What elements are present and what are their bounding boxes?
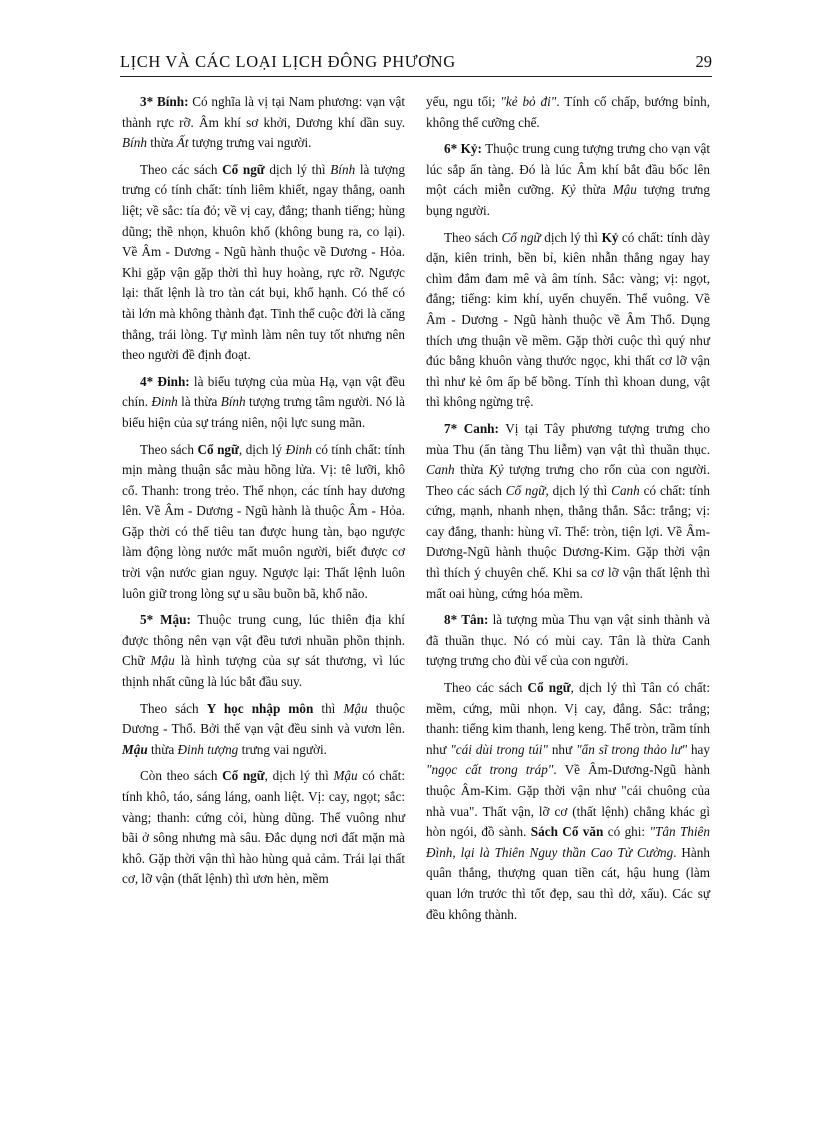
entry-heading-binh: 3* Bính: (140, 94, 189, 109)
page-header (120, 50, 712, 77)
paragraph-dinh-detail: Theo sách Cổ ngữ, dịch lý Đinh có tính chất: tính mịn màng thuận sắc màu hồng lửa. Vị: tê lưỡi, khô cổ. Thanh: trong trẻo. Thể nhọn, các tính hay dương lên. Về Âm - Dương - Ngũ hành là thuộc Âm - Hỏa. Gặp thời có thể tiêu tan được hung tàn, bạo ngược làm động lòng nước mất muôn người, biết được cơ trời vận nước gian nguy. Ngược lại: Thất lệnh luôn luôn giữ trong lòng sự u sầu buồn bã, khổ não. (122, 441, 405, 601)
paragraph-ky-detail: Theo sách Cổ ngữ dịch lý thì Kỷ có chất: tính dày dặn, kiên trinh, bền bỉ, kiên nhẫn thẳng ngay hay chìm đắm đam mê và âm tính. Sắc: vàng; vị: ngọt, đắng; tiếng: kim khí, uyển chuyển. Thể vuông. Về Âm - Dương - Ngũ hành thuộc về Âm Thổ. Dụng thích ưng thuận về mềm. Gặp thời cuộc thì quý như đúc bằng khuôn vàng thước ngọc, khi thất cơ lỡ vận thì như kẻ ôm ấp bế bồng. Tính thì khoan dung, vật thì không ngừng trệ. (426, 229, 710, 410)
entry-heading-mau: 5* Mậu: (140, 612, 191, 628)
paragraph-binh-detail: Theo các sách Cổ ngữ dịch lý thì Bính là tượng trưng có tính chất: tính liêm khiết, ngay thẳng, oanh liệt; về sắc: tía đỏ; về vị cay, đắng; thanh tiếng; hùng dũng; thề nhọn, khuôn khổ (không bung ra, co lại). Về Âm - Dương - Ngũ hành thuộc về Dương - Hỏa. Khi gặp vận gặp thời thì huy hoàng, rực rỡ. Ngược lại: thất lệnh là tro tàn cát bụi, khổ hạnh. Có thể có tài lớn mà không thành đạt. Tinh thế cuộc đời là căng thẳng, trái lòng. Tự mình làm nên tuy tốt nhưng nên theo người đề định đoạt. (122, 161, 405, 363)
paragraph-mau-yhoc: Theo sách Y học nhập môn thì Mậu thuộc Dương - Thổ. Bởi thế vạn vật đều sinh và vươn lên. Mậu thừa Đinh tượng trưng vai người. (122, 700, 406, 757)
running-title: LỊCH VÀ CÁC LOẠI LỊCH ĐÔNG PHƯƠNG (120, 52, 456, 71)
right-column (426, 92, 710, 931)
paragraph-ky: 6* Kỷ: Thuộc trung cung tượng trưng cho vạn vật lúc sắp ẩn tàng. Đó là lúc Âm khí bắt đầu bốc lên một cách miễn cưỡng. Kỷ thừa Mậu tượng trưng bụng người. (426, 141, 710, 218)
paragraph-tan-detail: Theo các sách Cổ ngữ, dịch lý thì Tân có chất: mềm, cứng, mũi nhọn. Vị cay, đắng. Sắc: trắng; thanh: tiếng kim thanh, leng keng. Thể tròn, trầm tính như "cái dùi trong túi" như "ẩn sĩ trong thảo lư" hay "ngọc cất trong tráp". Về Âm-Dương-Ngũ hành thuộc Âm-Kim. Gặp thời vận như "cái chuông của nhà vua". Thất vận, lỡ cơ (thất lệnh) chẳng khác gì hòn ngói, đồ sành. Sách Cổ văn có ghi: "Tân Thiên Đình, lại là Thiên Nguy thần Cao Tử Cường. Hành quân thắng, thượng quan tiền cát, hậu hung (làm quan lớn trước thì tốt đẹp, sau thì dở, xấu). Các sự đều không thành. (426, 680, 711, 922)
paragraph-continuation: yếu, ngu tối; "kẻ bỏ đi". Tính cố chấp, bướng bỉnh, không thể cưỡng chế. (426, 94, 710, 130)
paragraph-mau: 5* Mậu: Thuộc trung cung, lúc thiên địa khí được thông nên vạn vật đều tươi nhuần phồn thịnh. Chữ Mậu là hình tượng của sự sát thương, vì lúc thịnh nhất cũng là lúc bắt đầu suy. (122, 612, 405, 690)
page-number: 29 (695, 52, 712, 71)
entry-heading-ky: 6* Kỷ: (444, 141, 482, 157)
entry-heading-tan: 8* Tân: (444, 612, 489, 628)
paragraph-dinh: 4* Đinh: là biểu tượng của mùa Hạ, vạn vật đều chín. Đinh là thừa Bính tượng trưng tâm người. Nó là biểu hiện của sự tráng niên, nội lực sung mãn. (122, 373, 405, 430)
paragraph-canh: 7* Canh: Vị tại Tây phương tượng trưng cho mùa Thu (ẩn tàng Thu liễm) vạn vật thì thuần thục. Canh thừa Kỷ tượng trưng cho rốn của con người. Theo các sách Cổ ngữ, dịch lý thì Canh có chất: tính cứng, mạnh, nhanh nhẹn, thẳng thắn. Sắc: trắng; vị: cay đắng, thanh: hùng vĩ. Thể: tròn, tiện lợi. Về Âm-Dương-Ngũ hành thuộc Dương-Kim. Gặp thời vận thì thích ý chuyên chế. Khi sa cơ lỡ vận thất lệnh thì mất oai hùng, cứng hóa mềm. (426, 420, 711, 601)
left-column (122, 92, 405, 896)
entry-heading-dinh: 4* Đinh: (140, 373, 190, 389)
paragraph-mau-detail: Còn theo sách Cổ ngữ, dịch lý thì Mậu có chất: tính khô, táo, sáng láng, oanh liệt. Vị: cay, ngọt; sắc: vàng; thanh: cứng cỏi, hùng dũng. Thể vuông như bãi ở sông nhưng mà sâu. Đắc dụng nơi đất mặn mà khô. Gặp thời vận thì hào hùng quả cảm. Trái lại thất cơ, lỡ vận (thất lệnh) thì ươn hèn, mềm (122, 768, 405, 887)
paragraph-binh: 3* Bính: Có nghĩa là vị tại Nam phương: vạn vật thành rực rỡ. Âm khí sơ khởi, Dương khí dần suy. Bính thừa Ất tượng trưng vai người. (122, 94, 405, 151)
entry-heading-canh: 7* Canh: (444, 420, 499, 436)
paragraph-tan: 8* Tân: là tượng mùa Thu vạn vật sinh thành và đã thuần thục. Nó có mùi cay. Tân là thừa Canh tượng trưng cho đùi vế của con người. (426, 612, 710, 669)
